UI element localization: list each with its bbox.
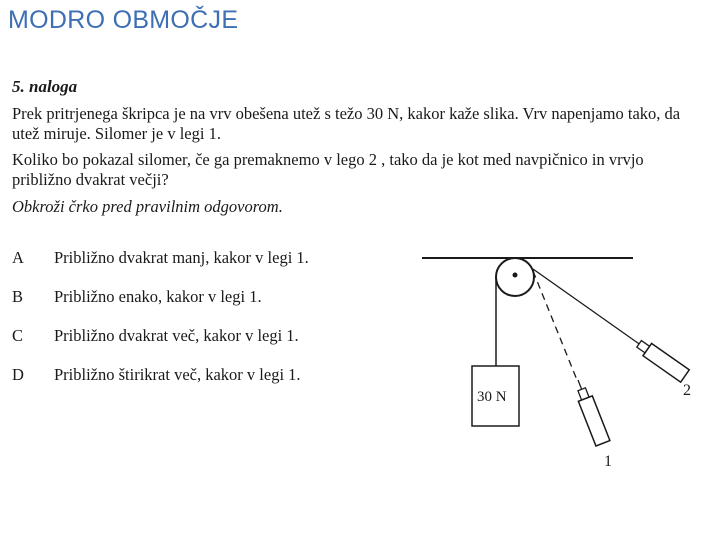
spring-scale-1: [571, 377, 610, 446]
pulley-figure: [415, 245, 710, 475]
rope-position-1: [533, 271, 577, 380]
task-paragraph-1: Prek pritrjenega škripca je na vrv obešena utež s težo 30 N, kakor kaže slika. Vrv napenjamo tako, da utež miruje. Silomer je v legi 1.: [12, 104, 681, 143]
position-2-label: 2: [683, 382, 691, 399]
option-d[interactable]: [12, 365, 301, 385]
weight-label: 30 N: [477, 389, 507, 405]
option-letter: C: [12, 326, 24, 345]
option-text: Približno enako, kakor v legi 1.: [54, 287, 262, 306]
option-text: Približno dvakrat več, kakor v legi 1.: [54, 326, 299, 345]
option-text: Približno štirikrat več, kakor v legi 1.: [54, 365, 301, 384]
option-c[interactable]: [12, 326, 299, 346]
option-letter: A: [12, 248, 24, 267]
spring-scale-2: [631, 335, 690, 382]
task-paragraph-2: Koliko bo pokazal silomer, če ga premaknemo v lego 2 , tako da je kot med navpičnico in vrvjo približno dvakrat večji?: [12, 150, 644, 189]
rope-position-2: [533, 269, 635, 341]
page-heading: MODRO OBMOČJE: [8, 6, 239, 34]
position-1-label: 1: [604, 453, 612, 470]
task-title: 5. naloga: [12, 77, 78, 96]
option-letter: B: [12, 287, 24, 306]
task-instruction: Obkroži črko pred pravilnim odgovorom.: [12, 197, 283, 216]
option-a[interactable]: [12, 248, 309, 268]
option-text: Približno dvakrat manj, kakor v legi 1.: [54, 248, 309, 267]
option-letter: D: [12, 365, 24, 384]
option-b[interactable]: [12, 287, 262, 307]
pulley-axle: [513, 273, 518, 278]
